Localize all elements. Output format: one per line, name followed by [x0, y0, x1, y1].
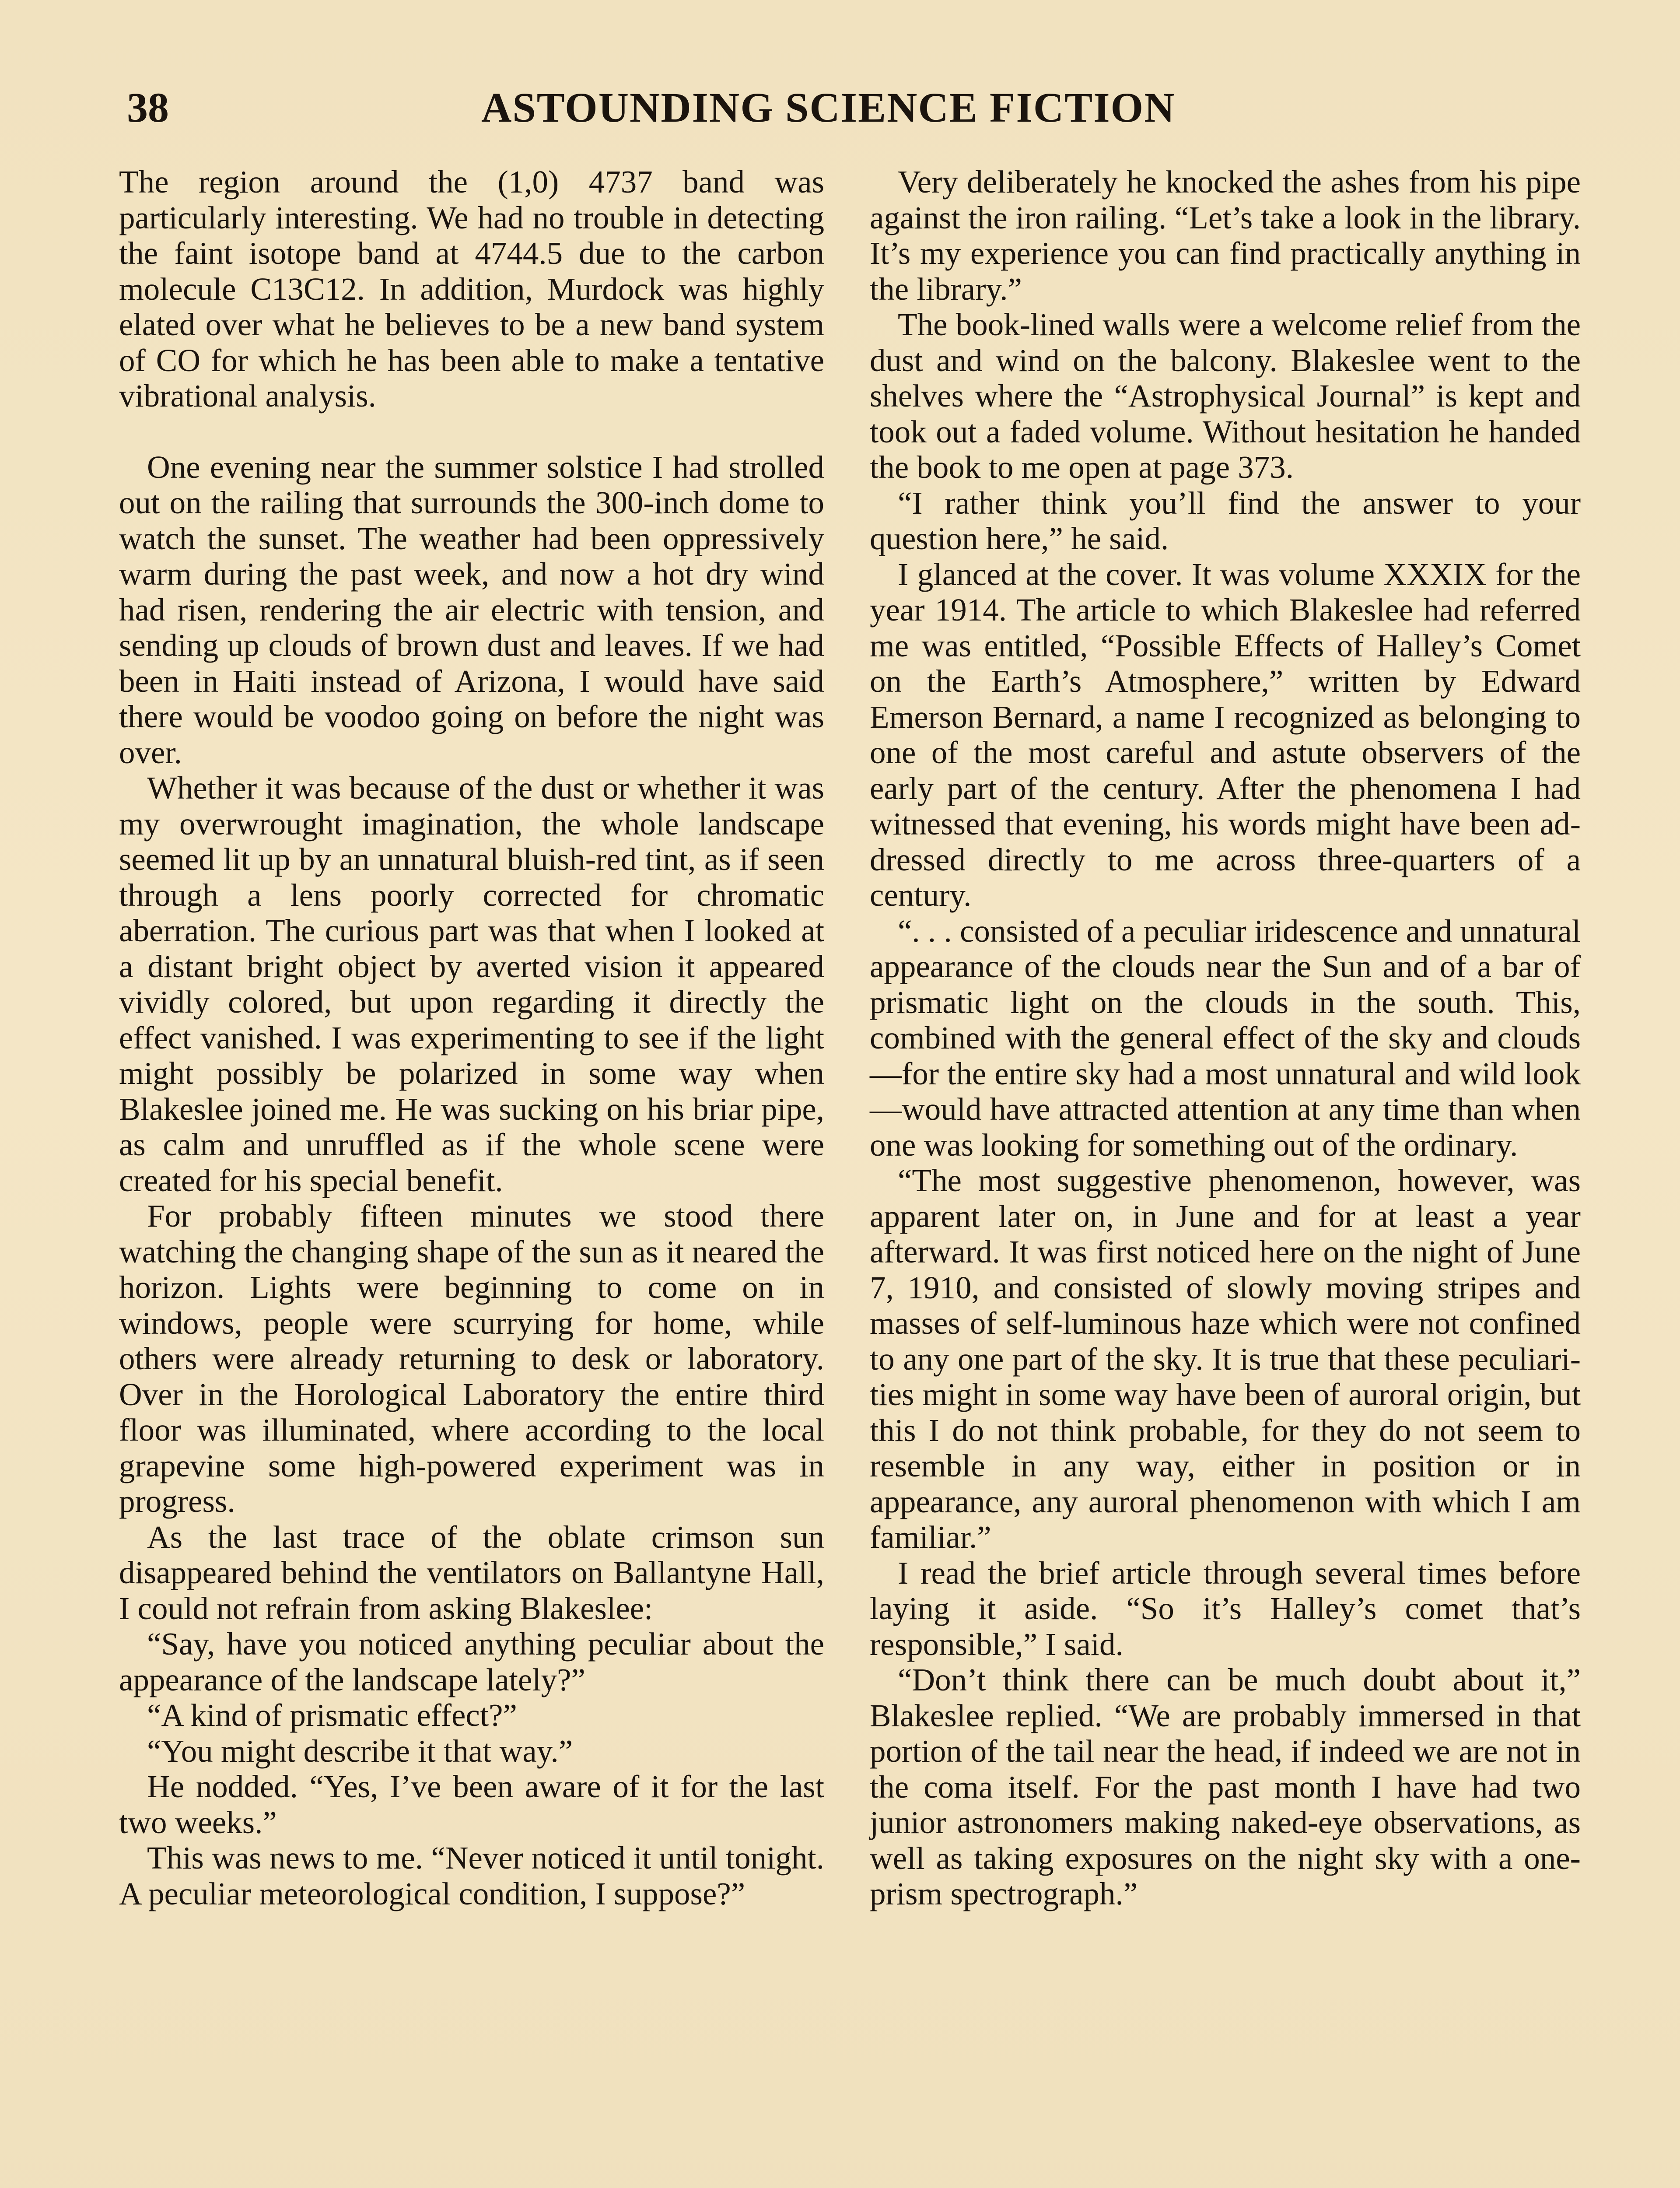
paragraph: “I rather think you’ll find the answer to your question here,” he said. — [870, 485, 1581, 556]
paragraph: The book-lined walls were a welcome relief from the dust and wind on the balcony. Blakeslee went to the shelves where the “Astrophysical Journal” is kept and took out a faded volume. Without hesitation he handed the book to me open at page 373. — [870, 307, 1581, 485]
right-column — [870, 164, 1581, 1912]
paragraph: “Don’t think there can be much doubt about it,” Blakeslee replied. “We are probably immersed in that portion of the tail near the head, if indeed we are not in the coma itself. For the past month I have had two junior astronomers making naked-eye observations, as well as taking exposures on the night sky with a one-prism spectrograph.” — [870, 1662, 1581, 1911]
paragraph: “. . . consisted of a peculiar iridescence and unnatural appearance of the clouds near the Sun and of a bar of prismatic light on the clouds in the south. This, combined with the general effect of the sky and clouds—for the entire sky had a most unnatural and wild look—would have attracted attention at any time than when one was looking for something out of the ordinary. — [870, 913, 1581, 1163]
paragraph: I read the brief article through several times before laying it aside. “So it’s Halley’s comet that’s responsible,” I said. — [870, 1555, 1581, 1662]
paragraph: For probably fifteen minutes we stood there watching the changing shape of the sun as it neared the horizon. Lights were beginning to come on in windows, people were scurrying for home, while others were already returning to desk or laboratory. Over in the Horological Laboratory the entire third floor was illuminated, where according to the local grapevine some high-powered experiment was in progress. — [119, 1198, 824, 1519]
paragraph: I glanced at the cover. It was volume XXXIX for the year 1914. The article to which Blakeslee had referred me was entitled, “Possible Effects of Halley’s Comet on the Earth’s Atmosphere,” written by Edward Emerson Bernard, a name I recognized as belonging to one of the most careful and astute observers of the early part of the century. After the phenomena I had witnessed that evening, his words might have been addressed directly to me across three-quarters of a century. — [870, 556, 1581, 913]
paragraph: “A kind of prismatic effect?” — [147, 1697, 517, 1733]
paragraph: “You might describe it that way.” — [147, 1733, 573, 1769]
paragraph: The region around the (1,0) 4737 band was particularly interesting. We had no trouble in detecting the faint isotope band at 4744.5 due to the carbon molecule C13C12. In addition, Murdock was highly elated over what he believes to be a new band system of CO for which he has been able to make a tentative vibrational analysis. — [119, 164, 824, 414]
running-head: ASTOUNDING SCIENCE FICTION — [481, 84, 1176, 131]
paragraph: As the last trace of the oblate crimson sun disappeared behind the ventilators on Ballantyne Hall, I could not refrain from asking Blakeslee: — [119, 1519, 824, 1626]
paragraph: Very deliberately he knocked the ashes from his pipe against the iron railing. “Let’s take a look in the library. It’s my experience you can find practically anything in the library.” — [870, 164, 1581, 307]
paragraph: One evening near the summer solstice I had strolled out on the railing that surrounds the 300-inch dome to watch the sunset. The weather had been oppressively warm during the past week, and now a hot dry wind had risen, rendering the air electric with tension, and sending up clouds of brown dust and leaves. If we had been in Haiti instead of Arizona, I would have said there would be voodoo going on before the night was over. — [119, 449, 824, 770]
paragraph: Whether it was because of the dust or whether it was my overwrought imagination, the whole landscape seemed lit up by an unnatural bluish-red tint, as if seen through a lens poorly corrected for chromatic aberration. The curious part was that when I looked at a distant bright object by averted vision it appeared vividly colored, but upon regarding it directly the effect vanished. I was experimenting to see if the light might possibly be polarized in some way when Blakeslee joined me. He was sucking on his briar pipe, as calm and unruffled as if the whole scene were created for his special benefit. — [119, 770, 824, 1198]
page-header — [127, 83, 1566, 144]
page-number: 38 — [127, 84, 169, 131]
left-column — [119, 164, 824, 1911]
paragraph: “The most suggestive phenomenon, however, was apparent later on, in June and for at least a year afterward. It was first noticed here on the night of June 7, 1910, and consisted of slowly moving stripes and masses of self-luminous haze which were not confined to any one part of the sky. It is true that these peculiarities might in some way have been of auroral origin, but this I do not think probable, for they do not seem to resemble in any way, either in position or in appearance, any auroral phenomenon with which I am familiar.” — [870, 1163, 1581, 1555]
paragraph: “Say, have you noticed anything peculiar about the appearance of the landscape lately?” — [119, 1626, 824, 1697]
paragraph: He nodded. “Yes, I’ve been aware of it for the last two weeks.” — [119, 1769, 824, 1840]
paragraph: This was news to me. “Never noticed it until tonight. A peculiar meteorological condition, I suppose?” — [119, 1840, 824, 1911]
